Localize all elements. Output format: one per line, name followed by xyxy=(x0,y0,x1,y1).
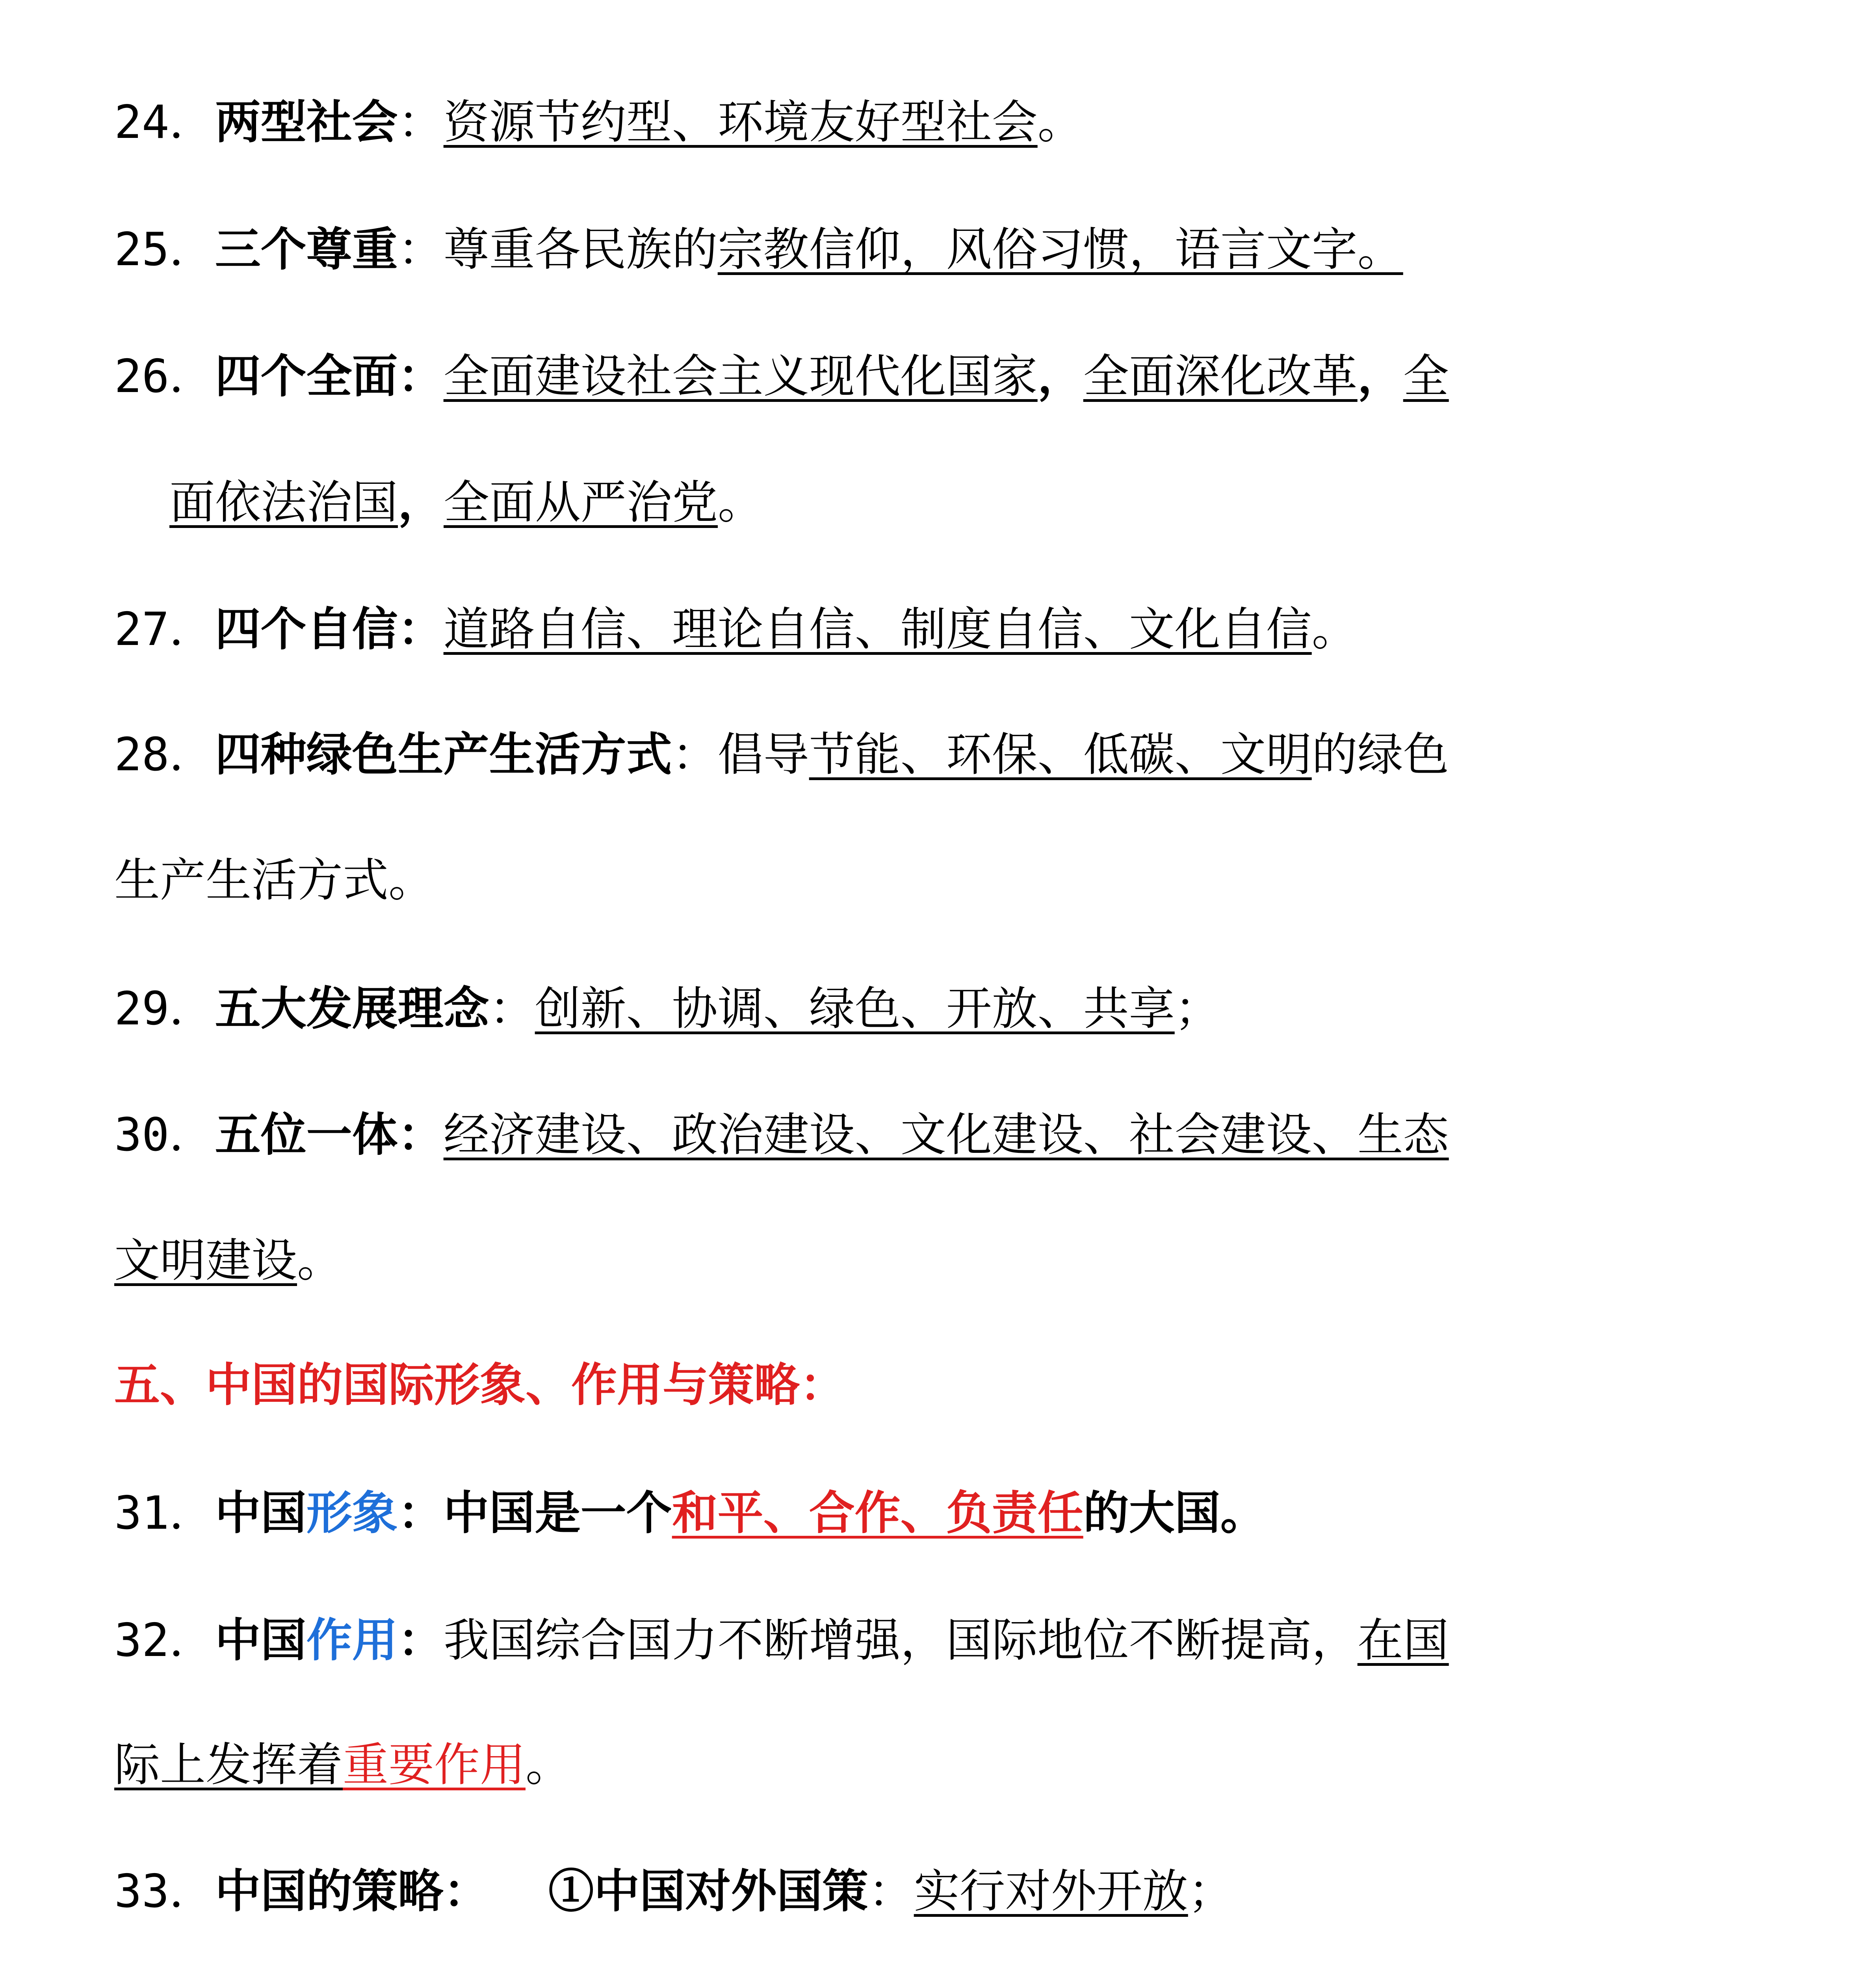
item-28-cont: 生产生活方式。 xyxy=(114,854,434,907)
term: 五位一体： xyxy=(215,1108,444,1162)
item-26-cont: 面依法治国，全面从严治党。 xyxy=(169,476,763,529)
answer: 全面深化改革 xyxy=(1083,350,1358,403)
term: 五大发展理念 xyxy=(215,982,489,1035)
item-number: 29． xyxy=(114,982,215,1035)
item-28: 28．四种绿色生产生活方式：倡导节能、环保、低碳、文明的绿色 xyxy=(114,728,1449,781)
term: 中国的策略： xyxy=(215,1864,489,1918)
item-number: 28． xyxy=(114,728,215,781)
answer: 经济建设、政治建设、文化建设、社会建设、生态 xyxy=(443,1108,1449,1162)
item-number: 27． xyxy=(114,603,215,656)
item-number: 24． xyxy=(114,96,215,149)
strategy-label: ①中国对外国策 xyxy=(548,1864,868,1918)
item-24: 24．两型社会：资源节约型、环境友好型社会。 xyxy=(114,95,1083,149)
item-32-cont: 际上发挥着重要作用。 xyxy=(114,1738,571,1792)
keyword: 形象 xyxy=(306,1486,398,1540)
item-number: 26． xyxy=(114,350,215,403)
term: 四个全面： xyxy=(215,349,444,403)
item-25: 25．三个尊重：尊重各民族的宗教信仰，风俗习惯，语言文字。 xyxy=(114,223,1403,276)
answer: 文明建设 xyxy=(114,1234,297,1287)
answer: 资源节约型、环境友好型社会 xyxy=(443,96,1038,149)
answer: 宗教信仰，风俗习惯，语言文字。 xyxy=(717,223,1403,276)
answer: 全面建设社会主义现代化国家 xyxy=(443,350,1038,403)
answer: 节能、环保、低碳、文明 xyxy=(809,728,1312,781)
answer: 和平、合作、负责任 xyxy=(672,1486,1083,1540)
term: 三个尊重 xyxy=(215,223,398,276)
answer-highlight: 重要作用 xyxy=(343,1738,526,1792)
answer: 际上发挥着 xyxy=(114,1738,343,1792)
item-27: 27．四个自信：道路自信、理论自信、制度自信、文化自信。 xyxy=(114,602,1358,656)
item-31: 31．中国形象：中国是一个和平、合作、负责任的大国。 xyxy=(114,1486,1266,1540)
answer: 全面从严治党 xyxy=(444,476,718,529)
section-heading: 五、中国的国际形象、作用与策略： xyxy=(114,1358,845,1412)
item-number: 32． xyxy=(114,1614,215,1667)
item-number: 30． xyxy=(114,1108,215,1162)
keyword: 作用 xyxy=(306,1613,398,1667)
answer: 实行对外开放 xyxy=(914,1865,1188,1918)
answer: 面依法治国 xyxy=(169,476,398,529)
item-33: 33．中国的策略： ①中国对外国策：实行对外开放； xyxy=(114,1864,1234,1918)
answer: 在国 xyxy=(1357,1614,1449,1667)
answer: 创新、协调、绿色、开放、共享 xyxy=(535,982,1175,1035)
item-32: 32．中国作用：我国综合国力不断增强，国际地位不断提高，在国 xyxy=(114,1613,1449,1667)
item-number: 31． xyxy=(114,1487,215,1540)
answer: 全 xyxy=(1403,350,1449,403)
item-number: 33． xyxy=(114,1865,215,1918)
term: 四种绿色生产生活方式 xyxy=(215,728,672,781)
item-29: 29．五大发展理念：创新、协调、绿色、开放、共享； xyxy=(114,982,1220,1035)
term: 两型社会 xyxy=(215,95,398,149)
item-26: 26．四个全面：全面建设社会主义现代化国家，全面深化改革，全 xyxy=(114,349,1449,403)
item-30-cont: 文明建设。 xyxy=(114,1234,343,1287)
item-30 xyxy=(114,1105,1876,1165)
item-number: 25． xyxy=(114,223,215,276)
term: 四个自信： xyxy=(215,602,444,656)
answer: 道路自信、理论自信、制度自信、文化自信 xyxy=(443,603,1312,656)
